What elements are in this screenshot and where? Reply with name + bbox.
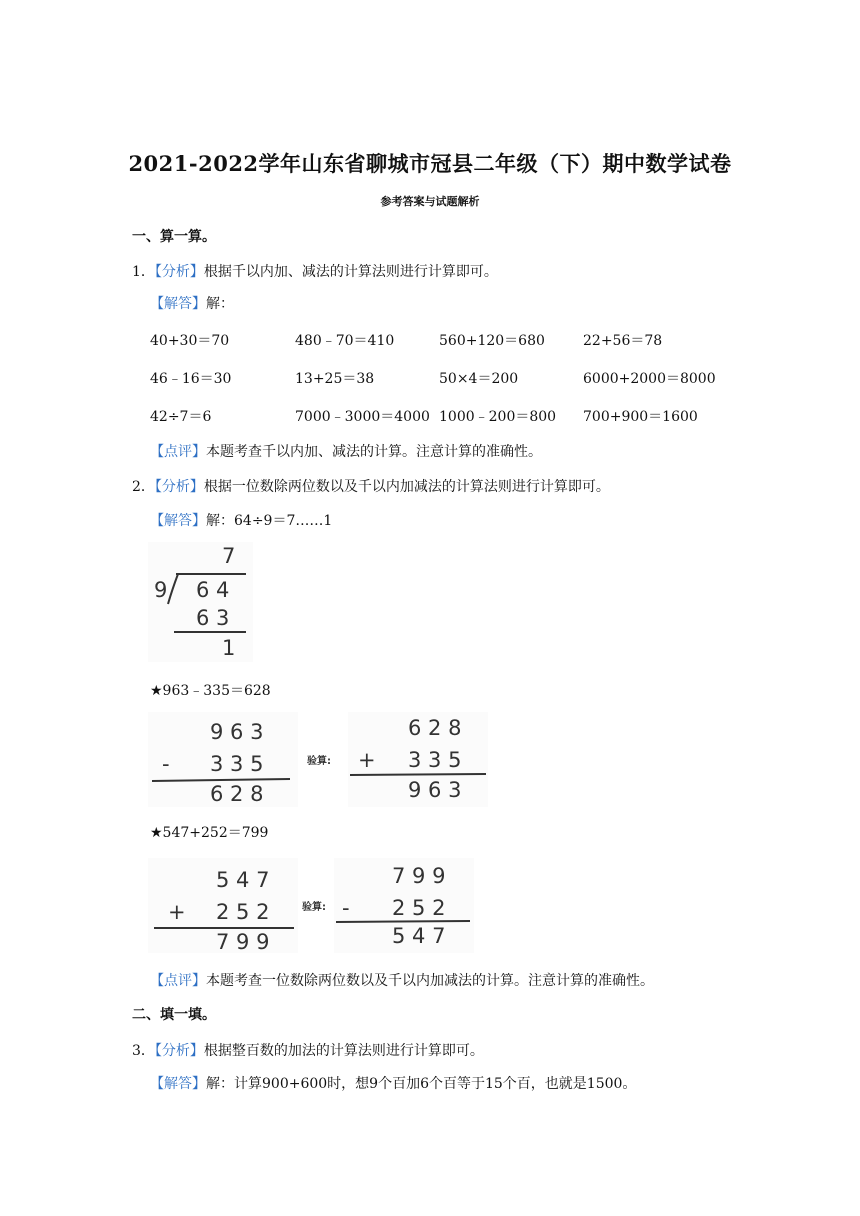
equation: 6000+2000＝8000 (583, 371, 716, 387)
calc2-result: 7 9 9 (216, 930, 270, 954)
equation: 22+56＝78 (583, 333, 663, 349)
equation: 560+120＝680 (439, 333, 545, 349)
q2-analysis-tag: 【分析】 (154, 479, 204, 495)
division-dividend: 6 4 (196, 578, 230, 602)
check-subtraction-figure (334, 858, 474, 953)
equation: 7000﹣3000＝4000 (295, 409, 430, 425)
page-title: 2021-2022学年山东省聊城市冠县二年级（下）期中数学试卷 (128, 151, 732, 176)
check1-top: 6 2 8 (408, 716, 462, 740)
q2-comment-tag: 【点评】 (150, 973, 206, 989)
check2-result: 5 4 7 (392, 924, 446, 948)
q2-answer-text: 解：64÷9＝7……1 (206, 513, 333, 529)
q2-analysis-text: 根据一位数除两位数以及千以内加减法的计算法则进行计算即可。 (203, 479, 610, 495)
check2-top: 7 9 9 (392, 864, 446, 888)
q1-comment-tag: 【点评】 (150, 444, 206, 460)
q3-analysis-tag: 【分析】 (154, 1043, 204, 1059)
check-label-2: 验算: (302, 902, 326, 913)
equation: 42÷7＝6 (150, 409, 212, 425)
q1-comment-text: 本题考查千以内加、减法的计算。注意计算的准确性。 (206, 444, 542, 460)
q3-answer (150, 1073, 636, 1093)
check2-mid: 2 5 2 (392, 896, 446, 920)
equation: 40+30＝70 (150, 333, 230, 349)
calc1-operator: - (162, 752, 170, 776)
q3-number: 3． (132, 1043, 155, 1059)
equation: 1000﹣200＝800 (439, 409, 557, 425)
calc1-mid: 3 3 5 (210, 752, 264, 776)
section-heading-1: 一、算一算。 (132, 229, 216, 245)
check1-operator: + (358, 748, 376, 772)
q2-comment-text: 本题考查一位数除两位数以及千以内加减法的计算。注意计算的准确性。 (206, 973, 654, 989)
q1-analysis-tag: 【分析】 (154, 264, 204, 280)
calc1-result: 6 2 8 (210, 782, 264, 806)
page-subtitle: 参考答案与试题解析 (380, 195, 480, 208)
q2-analysis (132, 476, 610, 496)
division-bracket (148, 542, 253, 662)
check1-result: 9 6 3 (408, 778, 462, 802)
vertical-addition-figure (148, 858, 298, 953)
q1-answer-text: 解： (206, 296, 234, 312)
q1-analysis-text: 根据千以内加、减法的计算法则进行计算即可。 (203, 264, 498, 280)
q2-comment (150, 970, 654, 990)
q1-answer (150, 293, 234, 313)
equation: 46﹣16＝30 (150, 371, 232, 387)
q3-analysis (132, 1040, 484, 1060)
division-divisor: 9 (154, 578, 168, 602)
q1-analysis (132, 261, 498, 281)
calc2-top: 5 4 7 (216, 868, 270, 892)
q3-analysis-text: 根据整百数的加法的计算法则进行计算即可。 (203, 1043, 484, 1059)
section-heading-2: 二、填一填。 (132, 1007, 216, 1023)
calc1-top: 9 6 3 (210, 720, 264, 744)
long-division-figure (148, 542, 253, 662)
q1-number: 1． (132, 264, 155, 280)
star-equation-1: ★963﹣335＝628 (150, 683, 271, 699)
division-remainder: 1 (222, 636, 236, 660)
q3-answer-text: 解：计算900+600时，想9个百加6个百等于15个百，也就是1500。 (206, 1076, 637, 1092)
q1-answer-tag: 【解答】 (150, 296, 206, 312)
check2-operator: - (342, 896, 350, 920)
q1-comment (150, 441, 542, 461)
q3-answer-tag: 【解答】 (150, 1076, 206, 1092)
equation: 13+25＝38 (295, 371, 375, 387)
division-quotient: 7 (222, 544, 236, 568)
q2-answer (150, 510, 332, 530)
q2-answer-tag: 【解答】 (150, 513, 206, 529)
calc2-mid: 2 5 2 (216, 900, 270, 924)
check-label-1: 验算: (307, 756, 331, 767)
star-equation-2: ★547+252＝799 (150, 825, 269, 841)
check1-mid: 3 3 5 (408, 748, 462, 772)
equation: 480﹣70＝410 (295, 333, 395, 349)
equation: 700+900＝1600 (583, 409, 698, 425)
calc2-operator: + (168, 900, 186, 924)
q2-number: 2． (132, 479, 155, 495)
check-addition-figure (348, 712, 488, 807)
division-product: 6 3 (196, 606, 230, 630)
vertical-subtraction-figure (148, 712, 298, 807)
equation: 50×4＝200 (439, 371, 519, 387)
